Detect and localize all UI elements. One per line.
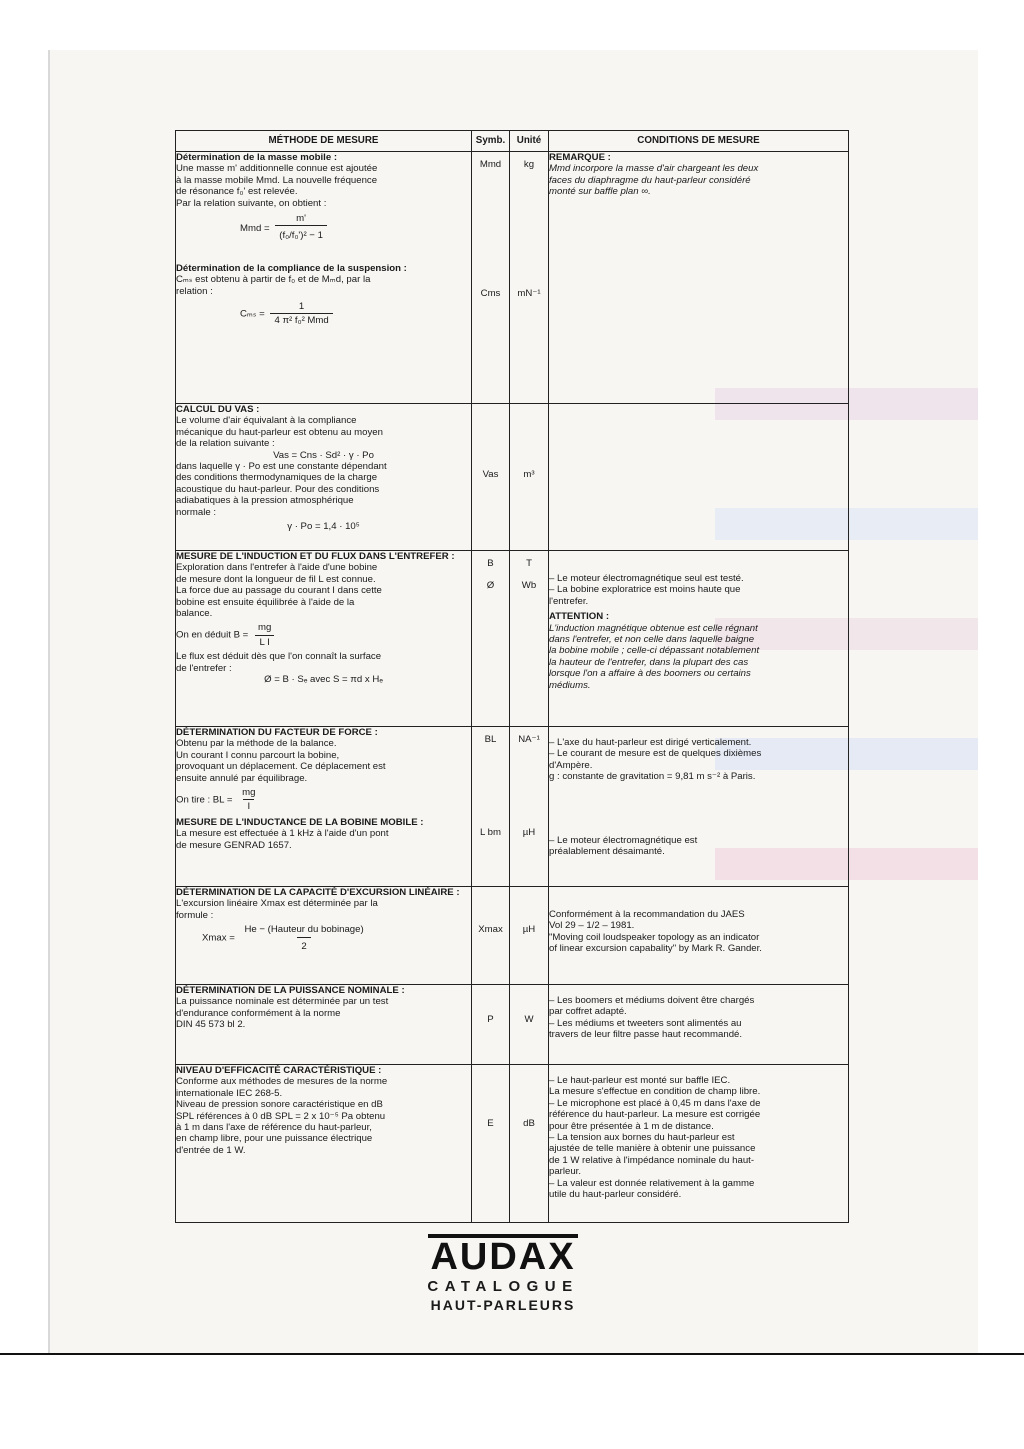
header-conditions: CONDITIONS DE MESURE	[549, 131, 849, 152]
formula-lhs: On tire : BL =	[176, 794, 233, 806]
header-unit: Unité	[510, 131, 549, 152]
condition-line: pour être présentée à 1 m de distance.	[549, 1120, 714, 1132]
conditions-cell	[549, 1065, 849, 1223]
table-row	[176, 887, 849, 985]
condition-line: lorsque l'on a affaire à des boomers ou certains	[549, 668, 751, 680]
table-row	[176, 1065, 849, 1223]
logo-catalogue: CATALOGUE	[427, 1278, 579, 1295]
conditions-cell	[549, 985, 849, 1065]
table-header-row	[176, 131, 849, 152]
method-cell	[176, 404, 472, 551]
symbol-value: Ø	[486, 580, 495, 591]
condition-line: référence du haut-parleur. La mesure est corrigée	[549, 1109, 761, 1121]
text-line: adiabatiques à la pression atmosphérique	[176, 495, 354, 507]
unit-value: µH	[522, 924, 536, 935]
formula	[176, 301, 471, 327]
text-line: Par la relation suivante, on obtient :	[176, 197, 327, 209]
condition-line: – Les boomers et médiums doivent être chargés	[549, 995, 755, 1006]
symbol-cell	[472, 887, 510, 985]
condition-line: Conformément à la recommandation du JAES	[549, 909, 745, 920]
symbol-value: Vas	[482, 469, 499, 480]
text-line: ensuite annulé par équilibrage.	[176, 772, 308, 784]
condition-line: la hauteur de l'entrefer, dans la plupart des cas	[549, 656, 749, 668]
fraction-numerator: mg	[257, 622, 272, 634]
symbol-value: P	[487, 1014, 494, 1025]
fraction	[270, 301, 332, 327]
unit-value: T	[526, 558, 532, 569]
unit-cell	[510, 887, 549, 985]
page-edge	[0, 1353, 1024, 1355]
table-row	[176, 404, 849, 551]
formula: Ø = B · Sₑ avec S = πd x Hₑ	[264, 674, 383, 686]
text-line: Conforme aux méthodes de mesures de la norme	[176, 1076, 388, 1088]
condition-line: médiums.	[549, 679, 591, 691]
symbol-value: Xmax	[478, 924, 503, 935]
text-line: L'excursion linéaire Xmax est déterminée par la	[176, 898, 378, 910]
header-method: MÉTHODE DE MESURE	[176, 131, 472, 152]
text-line: Obtenu par la méthode de la balance.	[176, 738, 337, 750]
unit-value: dB	[523, 1118, 535, 1129]
text-line: mécanique du haut-parleur est obtenu au moyen	[176, 426, 383, 438]
unit-cell	[510, 404, 549, 551]
text-line: Niveau de pression sonore caractéristique en dB	[176, 1099, 383, 1111]
audax-logo	[418, 1234, 588, 1313]
fraction	[254, 622, 275, 648]
conditions-cell	[549, 727, 849, 887]
text-line: relation :	[176, 285, 213, 297]
formula: γ · Po = 1,4 · 10⁵	[287, 521, 360, 533]
text-line: des conditions thermodynamiques de la charge	[176, 472, 378, 484]
row-title: DÉTERMINATION DE LA CAPACITÉ D'EXCURSION LINÉAIRE :	[176, 887, 460, 898]
table-row	[176, 985, 849, 1065]
condition-line: – L'axe du haut-parleur est dirigé verticalement.	[549, 737, 752, 748]
symbol-cell	[472, 727, 510, 887]
condition-line: – La valeur est donnée relativement à la gamme	[549, 1177, 755, 1189]
symbol-value: E	[487, 1118, 494, 1129]
text-line: dans laquelle γ · Po est une constante dépendant	[176, 461, 387, 473]
text-line: balance.	[176, 608, 213, 620]
table-row	[176, 727, 849, 887]
table-row	[176, 551, 849, 727]
condition-line: d'Ampère.	[549, 759, 593, 771]
unit-value: µH	[522, 827, 536, 838]
condition-line: – Le moteur électromagnétique seul est testé.	[549, 573, 744, 584]
text-line: Une masse m' additionnelle connue est ajoutée	[176, 163, 378, 175]
text-line: normale :	[176, 506, 216, 518]
condition-line: L'induction magnétique obtenue est celle régnant	[549, 622, 758, 634]
text-line: de résonance f₀' est relevée.	[176, 186, 298, 198]
text-line: La puissance nominale est déterminée par un test	[176, 996, 389, 1008]
conditions-cell	[549, 887, 849, 985]
formula-lhs: Xmax =	[202, 932, 235, 944]
unit-value: m³	[523, 469, 535, 480]
text-line: Exploration dans l'entrefer à l'aide d'une bobine	[176, 562, 378, 574]
text-line: à la masse mobile Mmd. La nouvelle fréquence	[176, 174, 378, 186]
formula	[176, 213, 471, 244]
condition-line: – Le moteur électromagnétique est	[549, 834, 698, 846]
method-cell	[176, 985, 472, 1065]
fraction-denominator: L I	[255, 635, 273, 648]
text-line: d'entrée de 1 W.	[176, 1144, 246, 1156]
method-cell	[176, 727, 472, 887]
unit-cell	[510, 1065, 549, 1223]
symbol-value: Cms	[480, 288, 501, 299]
condition-line: travers de leur filtre passe haut recommandé.	[549, 1029, 743, 1041]
condition-line: Mmd incorpore la masse d'air chargeant les deux	[549, 163, 759, 175]
symbol-cell	[472, 404, 510, 551]
fraction	[240, 924, 367, 952]
text-line: de mesure dont la longueur de fil L est connue.	[176, 573, 376, 585]
formula	[176, 924, 471, 952]
text-line: à 1 m dans l'axe de référence du haut-parleur,	[176, 1122, 372, 1134]
unit-cell	[510, 727, 549, 887]
measurement-table	[175, 130, 849, 1223]
condition-line: la bobine mobile ; celle-ci dépassant notablement	[549, 645, 760, 657]
condition-line: La mesure s'effectue en condition de champ libre.	[549, 1086, 761, 1098]
condition-line: préalablement désaimanté.	[549, 846, 665, 858]
fraction-numerator: He − (Hauteur du bobinage)	[244, 924, 364, 936]
condition-line: "Moving coil loudspeaker topology as an indicator	[549, 931, 760, 943]
unit-value: kg	[523, 159, 535, 170]
condition-title: REMARQUE :	[549, 152, 611, 163]
row-title: CALCUL DU VAS :	[176, 404, 260, 415]
text-line: internationale IEC 268-5.	[176, 1087, 283, 1099]
text-line: de mesure GENRAD 1657.	[176, 839, 292, 851]
condition-line: ajustée de telle manière à obtenir une puissance	[549, 1143, 756, 1155]
condition-line: de 1 W relative à l'impédance nominale du haut-	[549, 1154, 755, 1166]
text-line: Un courant I connu parcourt la bobine,	[176, 749, 340, 761]
condition-line: g : constante de gravitation = 9,81 m s⁻² à Paris.	[549, 771, 756, 783]
fraction-denominator: (f₀/f₀')² − 1	[275, 225, 327, 243]
text-line: provoquant un déplacement. Ce déplacement est	[176, 761, 386, 773]
fraction-denominator: I	[243, 799, 254, 812]
fraction-numerator: mg	[242, 787, 256, 799]
formula-lhs: Mmd =	[240, 222, 270, 234]
condition-line: l'entrefer.	[549, 595, 589, 607]
text-line: Le volume d'air équivalant à la compliance	[176, 415, 357, 427]
formula-lhs: On en déduit B =	[176, 629, 249, 641]
row-title: DÉTERMINATION DE LA PUISSANCE NOMINALE :	[176, 985, 405, 996]
condition-line: – Le microphone est placé à 0,45 m dans l'axe de	[549, 1097, 761, 1109]
conditions-cell	[549, 152, 849, 404]
condition-line: Vol 29 – 1/2 – 1981.	[549, 920, 635, 932]
fraction	[238, 787, 259, 813]
text-line: bobine est ensuite équilibrée à l'aide de la	[176, 596, 355, 608]
unit-cell	[510, 152, 549, 404]
formula-lhs: Cₘₛ =	[240, 308, 265, 320]
method-cell	[176, 152, 472, 404]
text-line: SPL références à 0 dB SPL = 2 x 10⁻⁵ Pa obtenu	[176, 1110, 386, 1122]
condition-line: – Le courant de mesure est de quelques dixièmes	[549, 748, 762, 760]
row-title: Détermination de la masse mobile :	[176, 152, 338, 163]
text-line: de l'entrefer :	[176, 662, 232, 674]
symbol-cell	[472, 551, 510, 727]
conditions-cell	[549, 551, 849, 727]
text-line: Cₘₛ est obtenu à partir de f₀ et de Mₘd, par la	[176, 274, 371, 286]
text-line: de la relation suivante :	[176, 438, 275, 450]
condition-line: of linear excursion capabality" by Mark R. Gander.	[549, 943, 762, 955]
unit-value: Wb	[521, 580, 537, 591]
text-line: formule :	[176, 909, 214, 921]
header-symbol: Symb.	[472, 131, 510, 152]
symbol-cell	[472, 985, 510, 1065]
fraction	[275, 213, 327, 244]
logo-brand: AUDAX	[430, 1236, 576, 1278]
logo-haut-parleurs: HAUT-PARLEURS	[430, 1297, 576, 1313]
text-line: La mesure est effectuée à 1 kHz à l'aide d'un pont	[176, 828, 389, 840]
table-row	[176, 152, 849, 404]
symbol-value: Mmd	[479, 159, 502, 170]
formula: Vas = Cns · Sd² · γ · Po	[273, 449, 374, 461]
symbol-value: BL	[484, 734, 497, 745]
formula	[176, 622, 471, 648]
text-line: La force due au passage du courant I dans cette	[176, 585, 382, 597]
condition-line: utile du haut-parleur considéré.	[549, 1189, 682, 1201]
text-line: acoustique du haut-parleur. Pour des conditions	[176, 483, 380, 495]
method-cell	[176, 551, 472, 727]
symbol-value: L bm	[480, 827, 501, 838]
method-cell	[176, 887, 472, 985]
unit-cell	[510, 985, 549, 1065]
condition-line: parleur.	[549, 1166, 581, 1178]
fraction-denominator: 4 π² f₀² Mmd	[270, 313, 332, 326]
symbol-value: B	[487, 558, 494, 569]
row-title: NIVEAU D'EFFICACITÉ CARACTÉRISTIQUE :	[176, 1065, 382, 1076]
fraction-denominator: 2	[297, 937, 310, 952]
condition-line: monté sur baffle plan ∞.	[549, 186, 651, 198]
fraction-numerator: 1	[298, 301, 305, 313]
condition-line: dans l'entrefer, et non celle dans laquelle baigne	[549, 634, 755, 646]
unit-value: mN⁻¹	[517, 288, 541, 299]
formula	[176, 787, 471, 813]
text-line: DIN 45 573 bl 2.	[176, 1019, 246, 1031]
condition-line: – La bobine exploratrice est moins haute que	[549, 584, 741, 596]
unit-value: NA⁻¹	[518, 734, 540, 745]
symbol-cell	[472, 1065, 510, 1223]
text-line: en champ libre, pour une puissance électrique	[176, 1133, 373, 1145]
unit-value: W	[524, 1014, 534, 1025]
conditions-cell	[549, 404, 849, 551]
text-line: d'endurance conformément à la norme	[176, 1007, 341, 1019]
condition-title: ATTENTION :	[549, 611, 610, 623]
condition-line: – Les médiums et tweeters sont alimentés au	[549, 1017, 742, 1029]
condition-line: faces du diaphragme du haut-parleur considéré	[549, 174, 751, 186]
method-cell	[176, 1065, 472, 1223]
row-title: MESURE DE L'INDUCTANCE DE LA BOBINE MOBILE :	[176, 816, 424, 828]
unit-cell	[510, 551, 549, 727]
row-title: MESURE DE L'INDUCTION ET DU FLUX DANS L'ENTREFER :	[176, 551, 455, 562]
condition-line: – Le haut-parleur est monté sur baffle IEC.	[549, 1075, 731, 1086]
text-line: Le flux est déduit dès que l'on connaît la surface	[176, 651, 382, 663]
fraction-numerator: m'	[296, 213, 306, 225]
row-title: DÉTERMINATION DU FACTEUR DE FORCE :	[176, 727, 378, 738]
row-title: Détermination de la compliance de la suspension :	[176, 262, 407, 274]
condition-line: – La tension aux bornes du haut-parleur est	[549, 1132, 735, 1144]
symbol-cell	[472, 152, 510, 404]
condition-line: par coffret adapté.	[549, 1006, 627, 1018]
